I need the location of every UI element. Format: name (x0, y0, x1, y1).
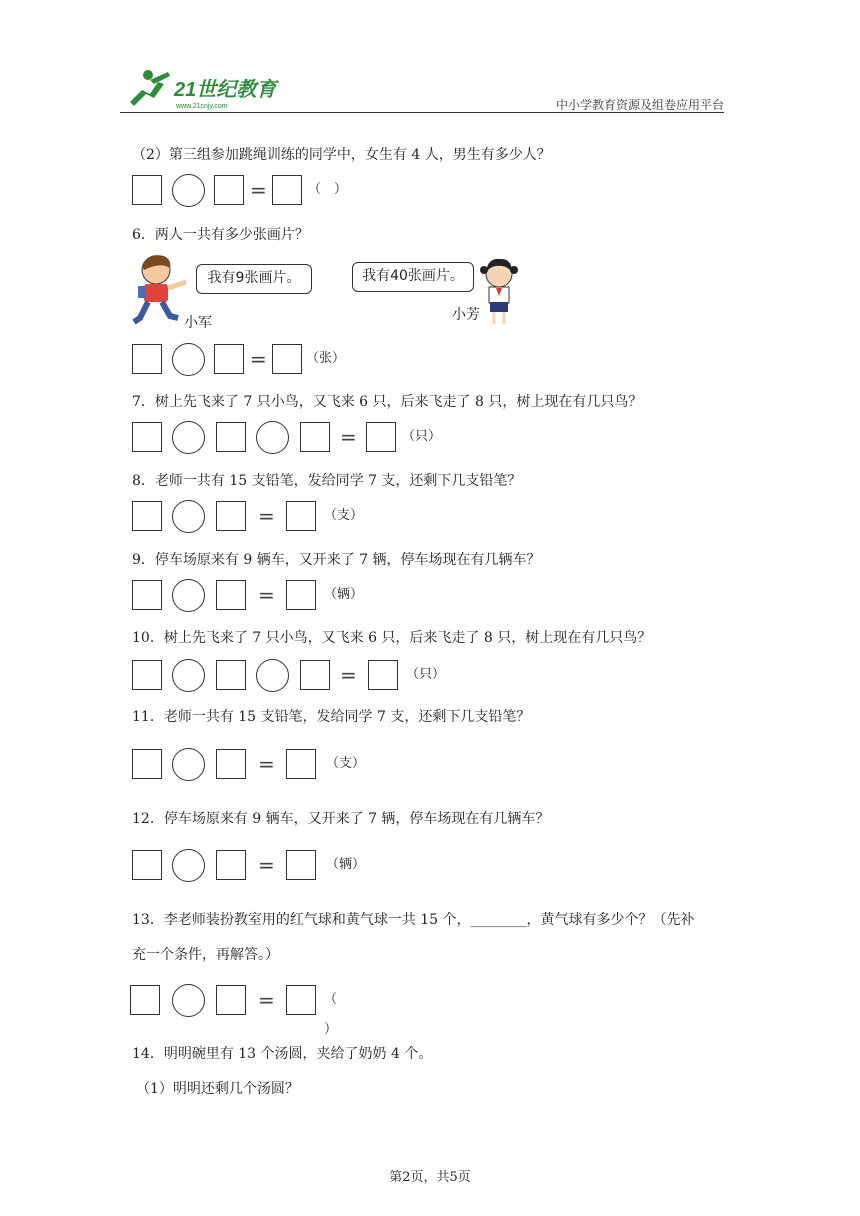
header-rule (120, 112, 724, 113)
answer-box[interactable] (132, 580, 162, 610)
question-text-continued: 充一个条件，再解答。） (132, 947, 279, 963)
operator-circle[interactable] (172, 984, 205, 1017)
result-box[interactable] (286, 580, 316, 610)
result-box[interactable] (366, 422, 396, 452)
unit-label: （只） (406, 667, 446, 682)
answer-box[interactable] (132, 749, 162, 779)
answer-box[interactable] (214, 175, 244, 205)
operator-circle[interactable] (172, 849, 205, 882)
equals-sign: = (340, 663, 357, 687)
logo-21cnjy (120, 66, 290, 110)
answer-box[interactable] (300, 422, 330, 452)
operator-circle[interactable] (172, 421, 205, 454)
question-text: （2）第三组参加跳绳训练的同学中，女生有 4 人，男生有多少人？ (132, 147, 551, 163)
equals-sign: = (250, 178, 267, 202)
unit-label: （辆） (326, 857, 366, 872)
equals-sign: = (258, 853, 275, 877)
equals-sign: = (258, 752, 275, 776)
unit-label: （张） (306, 351, 346, 366)
result-box[interactable] (368, 660, 398, 690)
answer-box[interactable] (216, 580, 246, 610)
logo-url: www.21cnjy.com (176, 103, 228, 110)
answer-box[interactable] (214, 344, 244, 374)
logo-text: 21世纪教育 (174, 79, 277, 101)
speech-bubble-left: 我有9张画片。 (196, 264, 312, 294)
equals-sign: = (258, 583, 275, 607)
operator-circle[interactable] (172, 500, 205, 533)
operator-circle[interactable] (172, 659, 205, 692)
equals-sign: = (340, 425, 357, 449)
sub-question-text: （1）明明还剩几个汤圆？ (136, 1081, 299, 1097)
result-box[interactable] (272, 344, 302, 374)
page-header (120, 62, 724, 114)
question-text: 10．树上先飞来了 7 只小鸟，又飞来 6 只，后来飞走了 8 只，树上现在有几只鸟？ (132, 630, 652, 646)
page-footer: 第2页，共5页 (389, 1170, 471, 1185)
answer-box[interactable] (216, 422, 246, 452)
question-text: 9．停车场原来有 9 辆车，又开来了 7 辆，停车场现在有几辆车？ (132, 552, 541, 568)
unit-label: （辆） (324, 587, 364, 602)
answer-box[interactable] (132, 422, 162, 452)
equals-sign: = (258, 988, 275, 1012)
unit-label: （ ） (324, 992, 338, 1037)
question-text: 13．李老师装扮教室用的红气球和黄气球一共 15 个，________，黄气球有多少个？（先补 (132, 912, 695, 928)
unit-label: （ ） (308, 182, 348, 197)
answer-box[interactable] (132, 501, 162, 531)
answer-box[interactable] (216, 501, 246, 531)
result-box[interactable] (286, 501, 316, 531)
name-right: 小芳 (452, 307, 480, 323)
operator-circle[interactable] (172, 748, 205, 781)
unit-label: （支） (324, 508, 364, 523)
equals-sign: = (250, 347, 267, 371)
answer-box[interactable] (132, 850, 162, 880)
answer-box[interactable] (132, 175, 162, 205)
operator-circle[interactable] (256, 659, 289, 692)
answer-box[interactable] (132, 344, 162, 374)
question-text: 12．停车场原来有 9 辆车，又开来了 7 辆，停车场现在有几辆车？ (132, 811, 550, 827)
unit-label: （支） (326, 756, 366, 771)
question-text: 14．明明碗里有 13 个汤圆，夹给了奶奶 4 个。 (132, 1046, 433, 1062)
boy-illustration (130, 252, 190, 328)
operator-circle[interactable] (256, 421, 289, 454)
unit-label: （只） (402, 429, 442, 444)
result-box[interactable] (272, 175, 302, 205)
platform-name: 中小学教育资源及组卷应用平台 (555, 98, 724, 112)
question-text: 11．老师一共有 15 支铅笔，发给同学 7 支，还剩下几支铅笔？ (132, 709, 531, 725)
answer-box[interactable] (132, 660, 162, 690)
operator-circle[interactable] (172, 174, 205, 207)
speech-bubble-right: 我有40张画片。 (352, 262, 474, 292)
result-box[interactable] (286, 985, 316, 1015)
name-left: 小军 (184, 315, 212, 331)
operator-circle[interactable] (172, 343, 205, 376)
operator-circle[interactable] (172, 579, 205, 612)
question-text: 7．树上先飞来了 7 只小鸟，又飞来 6 只，后来飞走了 8 只，树上现在有几只鸟？ (132, 394, 643, 410)
result-box[interactable] (286, 749, 316, 779)
answer-box[interactable] (216, 749, 246, 779)
question-text: 8．老师一共有 15 支铅笔，发给同学 7 支，还剩下几支铅笔？ (132, 473, 522, 489)
answer-box[interactable] (216, 660, 246, 690)
answer-box[interactable] (300, 660, 330, 690)
question-text: 6．两人一共有多少张画片？ (132, 227, 309, 243)
answer-box[interactable] (216, 850, 246, 880)
result-box[interactable] (286, 850, 316, 880)
equals-sign: = (258, 504, 275, 528)
answer-box[interactable] (216, 985, 246, 1015)
girl-illustration (476, 256, 522, 328)
answer-box[interactable] (130, 985, 160, 1015)
